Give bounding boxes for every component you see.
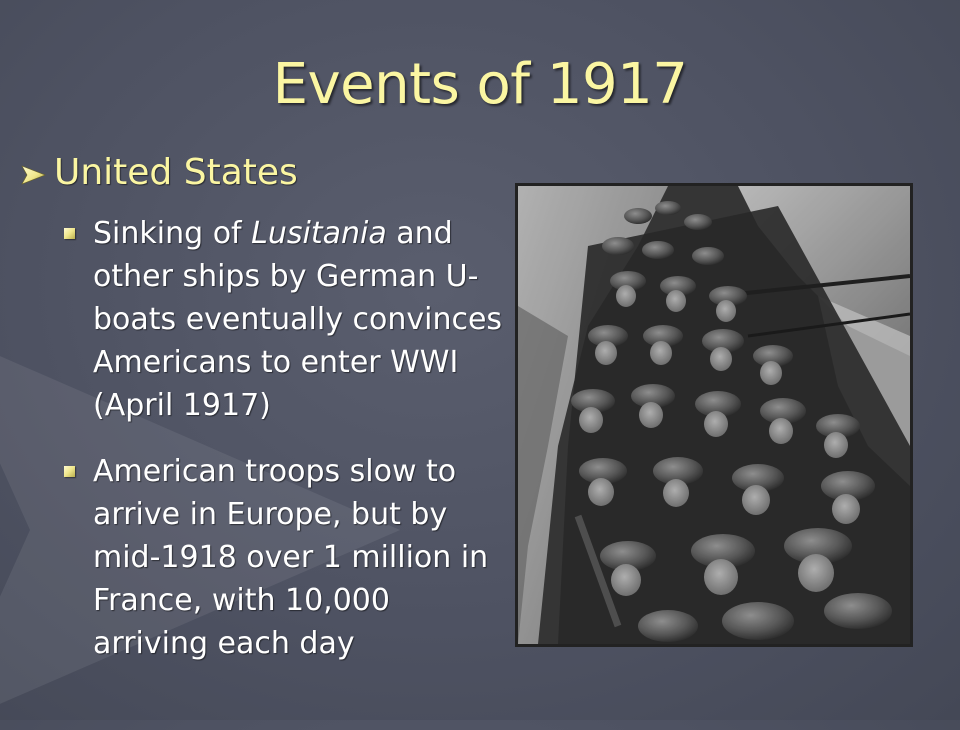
subpoint-american-troops — [64, 450, 504, 665]
lusitania-italic: Lusitania — [251, 216, 387, 251]
bullet-united-states — [20, 152, 298, 193]
slide-title: Events of 1917 — [272, 52, 688, 117]
subpoint-text: American troops slow to arrive in Europe, but by mid-1918 over 1 million in France, with 10,000 arriving each day — [93, 454, 489, 661]
bullet-label: United States — [54, 152, 298, 193]
soldiers-photo-illustration — [518, 186, 910, 644]
subpoint-text-after: and other ships by German U-boats eventually convinces Americans to enter WWI (April 1917) — [93, 216, 503, 423]
soldiers-trench-photo — [515, 183, 913, 647]
subpoint-text-before: Sinking of — [93, 216, 252, 251]
triangle-arrow-icon — [20, 164, 46, 186]
square-bullet-icon — [64, 466, 75, 477]
subpoint-lusitania — [64, 212, 504, 427]
square-bullet-icon — [64, 228, 75, 239]
subpoint-text — [93, 212, 504, 427]
